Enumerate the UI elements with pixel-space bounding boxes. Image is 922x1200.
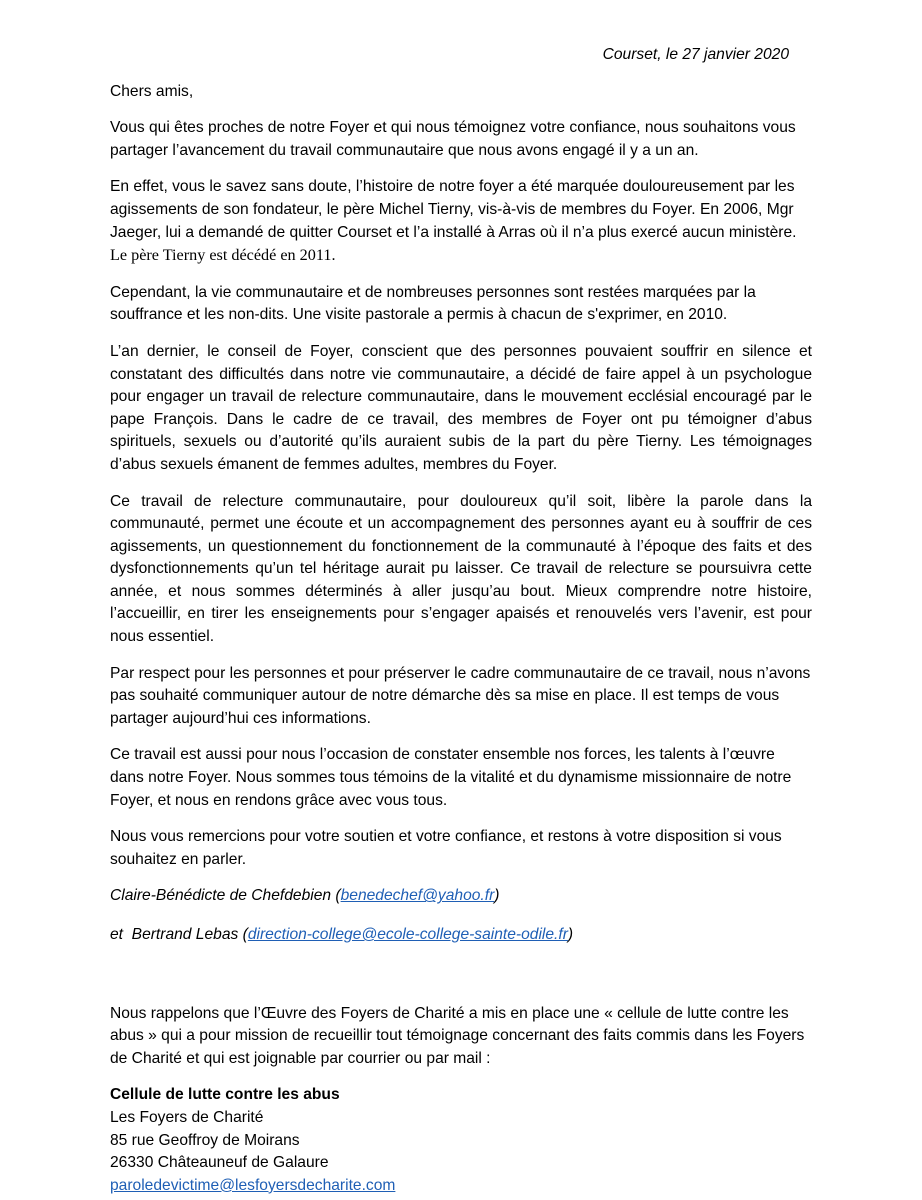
- paragraph-strengths: Ce travail est aussi pour nous l’occasion de constater ensemble nos forces, les talents à l’œuvre dans notre Foyer. Nous sommes tous témoins de la vitalité et du dynamisme missionnaire de notre Foyer, et nous en rendons grâce avec vous tous.: [110, 746, 792, 809]
- address-line-2: 85 rue Geoffroy de Moirans: [110, 1131, 300, 1149]
- paragraph-thanks: Nous vous remercions pour votre soutien et votre confiance, et restons à votre disposition si vous souhaitez en parler.: [110, 828, 782, 868]
- address-title: Cellule de lutte contre les abus: [110, 1086, 340, 1104]
- paragraph-rereading-work: Ce travail de relecture communautaire, pour douloureux qu’il soit, libère la parole dans la communauté, permet une écoute et un accompagnement des personnes ayant eu à souffrir de ces agissements, un questionnement du fonctionnement de la communauté à l’époque des faits et des dysfonctionnements qu’un tel héritage aurait pu laisser. Ce travail de relecture se poursuivra cette année, et nous sommes déterminés à aller jusqu’au bout. Mieux comprendre notre histoire, l’accueillir, en tirer les enseignements pour s’engager apaisés et renouvelés vers l’avenir, est pour nous essentiel.: [110, 492, 812, 646]
- notice-paragraph: Nous rappelons que l’Œuvre des Foyers de Charité a mis en place une « cellule de lutte contre les abus » qui a pour mission de recueillir tout témoignage concernant des faits commis dans les Foyers de Charité et qui est joignable par courrier ou par mail :: [110, 1004, 805, 1067]
- paragraph-history: [110, 176, 812, 267]
- signature-second: et Bertrand Lebas (direction-college@ecole-college-sainte-odile.fr): [110, 926, 574, 943]
- signature-second-email-link[interactable]: direction-college@ecole-college-sainte-odile.fr: [247, 926, 568, 943]
- paragraph-last-year: L’an dernier, le conseil de Foyer, conscient que des personnes pouvaient souffrir en silence et constatant des difficultés dans notre vie communautaire, a décidé de faire appel à un psychologue pour engager un travail de relecture communautaire, dans le mouvement ecclésial encouragé par le pape François. Dans le cadre de ce travail, des membres de Foyer ont pu témoigner d’abus spirituels, sexuels ou d’autorité qu’ils auraient subis de la part du père Tierny. Les témoignages d’abus sexuels émanent de femmes adultes, membres du Foyer.: [110, 342, 812, 473]
- signature-second-name: et Bertrand Lebas: [110, 926, 239, 943]
- signature-first-email-link[interactable]: benedechef@yahoo.fr: [340, 887, 495, 905]
- paragraph-intro: Vous qui êtes proches de notre Foyer et qui nous témoignez votre confiance, nous souhaitons vous partager l’avancement du travail communautaire que nous avons engagé il y a un an.: [110, 119, 796, 159]
- paragraph-respect: Par respect pour les personnes et pour préserver le cadre communautaire de ce travail, nous n’avons pas souhaité communiquer autour de notre démarche dès sa mise en place. Il est temps de vous partager aujourd’hui ces informations.: [110, 664, 811, 727]
- paragraph-history-serif-line: Le père Tierny est décédé en 2011.: [110, 246, 336, 265]
- address-line-3: 26330 Châteauneuf de Galaure: [110, 1154, 329, 1172]
- paragraph-community: Cependant, la vie communautaire et de nombreuses personnes sont restées marquées par la souffrance et les non-dits. Une visite pastorale a permis à chacun de s'exprimer, en 2010.: [110, 283, 756, 324]
- paragraph-history-text: En effet, vous le savez sans doute, l’histoire de notre foyer a été marquée douloureusement par les agissements de son fondateur, le père Michel Tierny, vis-à-vis de membres du Foyer. En 2006, Mgr Jaeger, lui a demandé de quitter Courset et l’a installé à Arras où il n’a plus exercé aucun ministère.: [110, 178, 797, 241]
- address-block: [110, 1084, 812, 1197]
- address-line-1: Les Foyers de Charité: [110, 1108, 264, 1126]
- signature-first: Claire-Bénédicte de Chefdebien (benedechef@yahoo.fr): [110, 887, 500, 905]
- spacer: [110, 963, 812, 1003]
- signature-first-name: Claire-Bénédicte de Chefdebien: [110, 887, 332, 905]
- address-email-link[interactable]: paroledevictime@lesfoyersdecharite.com: [110, 1176, 396, 1194]
- salutation: Chers amis,: [110, 82, 194, 100]
- letter-date: Courset, le 27 janvier 2020: [602, 46, 789, 63]
